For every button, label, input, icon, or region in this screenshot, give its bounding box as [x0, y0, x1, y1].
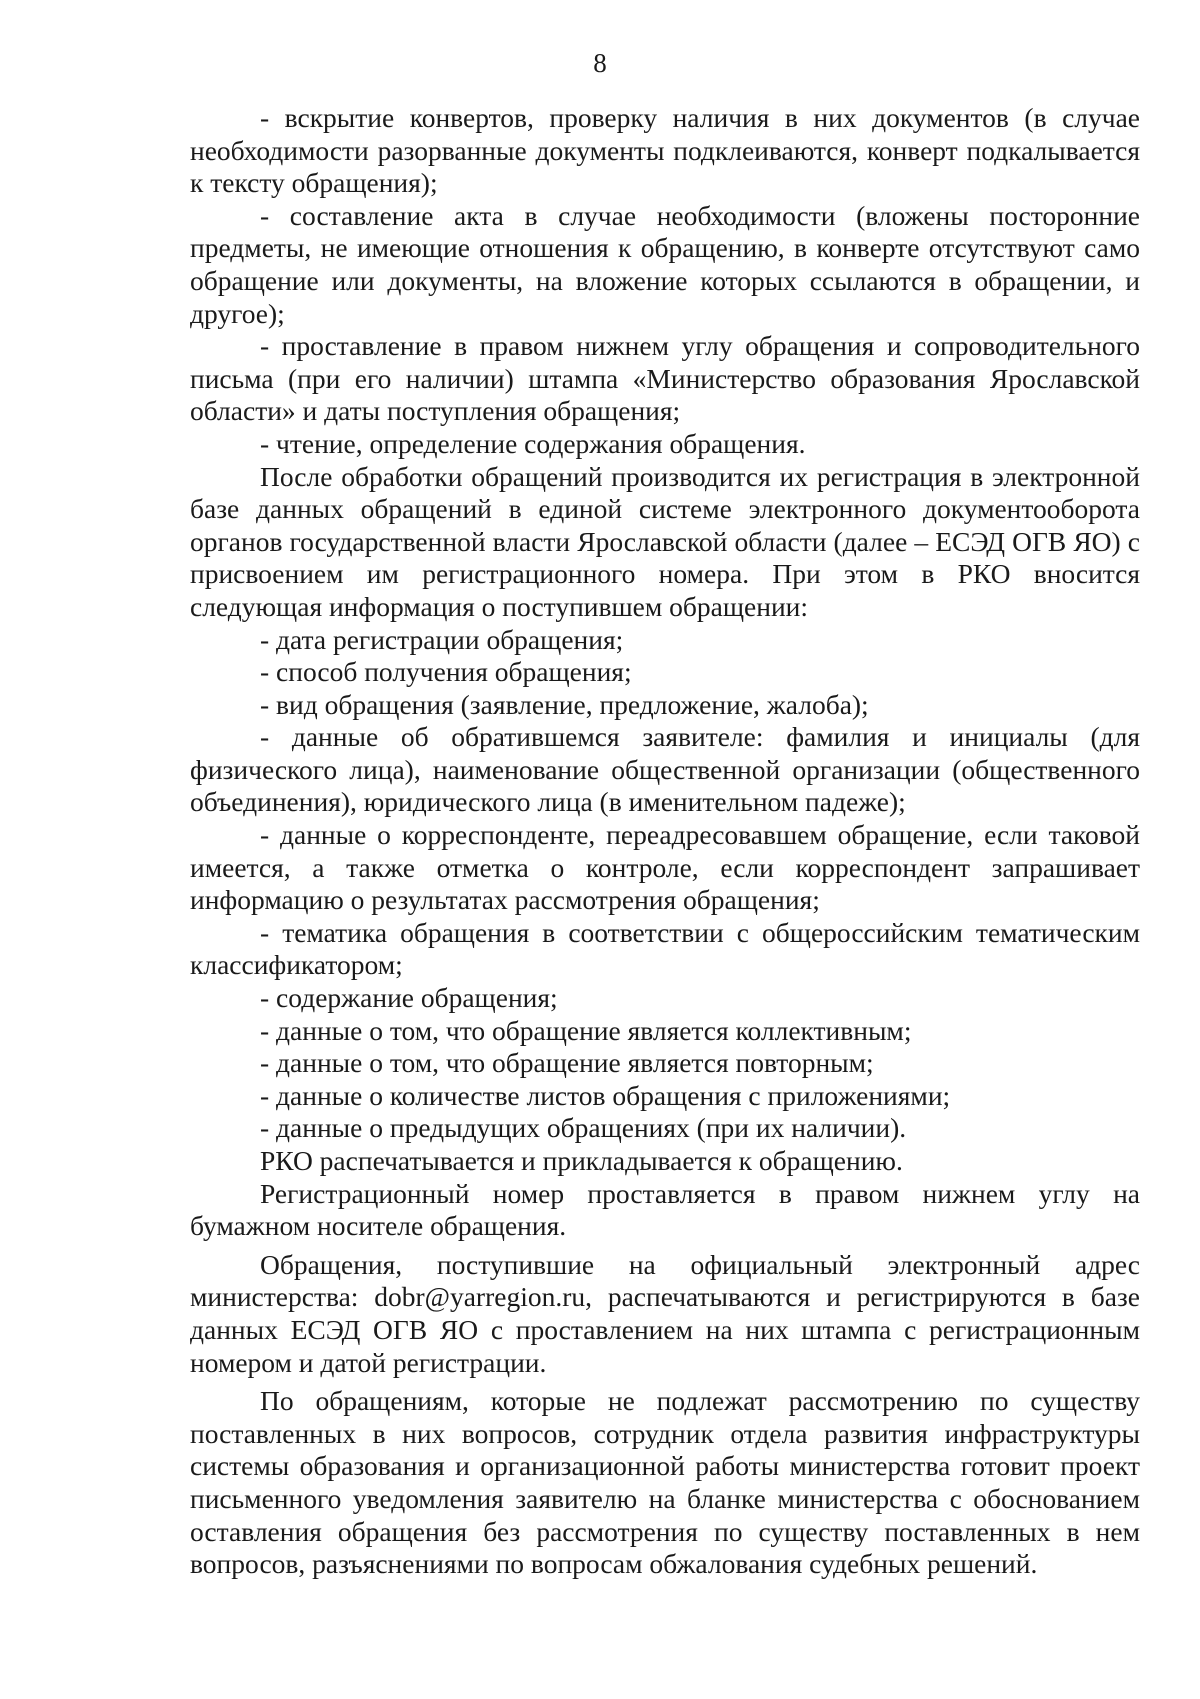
list-item-repeated: - данные о том, что обращение является повторным; [260, 1047, 874, 1079]
list-item-receipt-method: - способ получения обращения; [260, 656, 632, 688]
paragraph-registration-number: Регистрационный номер проставляется в правом нижнем углу на бумажном носителе обращения. [190, 1177, 1140, 1242]
list-item-applicant-data: - данные об обратившемся заявителе: фамилия и инициалы (для физического лица), наименование общественной организации (общественного объединения), юридического лица (в именительном падеже); [190, 721, 1140, 818]
list-item-topic: - тематика обращения в соответствии с общероссийским тематическим классификатором; [190, 916, 1140, 981]
paragraph-email-appeals: Обращения, поступившие на официальный электронный адрес министерства: dobr@yarregion.ru, распечатываются и регистрируются в базе данных ЕСЭД ОГВ ЯО с проставлением на них штампа с регистрационным номером и датой регистрации. [190, 1248, 1140, 1378]
list-item-sheet-count: - данные о количестве листов обращения с приложениями; [260, 1079, 951, 1111]
list-item-previous-appeals: - данные о предыдущих обращениях (при их наличии). [260, 1112, 907, 1144]
paragraph-unreviewed-appeals: По обращениям, которые не подлежат рассмотрению по существу поставленных в них вопросов, сотрудник отдела развития инфраструктуры системы образования и организационной работы министерства готовит проект письменного уведомления заявителю на бланке министерства с обоснованием оставления обращения без рассмотрения по существу поставленных в нем вопросов, разъяснениями по вопросам обжалования судебных решений. [190, 1385, 1140, 1580]
paragraph-rko-print: РКО распечатывается и прикладывается к обращению. [260, 1145, 903, 1176]
paragraph-reading: - чтение, определение содержания обращения. [260, 427, 806, 459]
list-item-registration-date: - дата регистрации обращения; [260, 623, 624, 655]
paragraph-compose-act: - составление акта в случае необходимости (вложены посторонние предметы, не имеющие отношения к обращению, в конверте отсутствуют само обращение или документы, на вложение которых ссылаются в обращении, и другое); [190, 199, 1140, 329]
page-number: 8 [593, 48, 607, 78]
paragraph-open-envelopes: - вскрытие конвертов, проверку наличия в них документов (в случае необходимости разорванные документы подклеиваются, конверт подкалывается к тексту обращения); [190, 102, 1140, 199]
document-body [190, 102, 1140, 1581]
list-item-correspondent-data: - данные о корреспонденте, переадресовавшем обращение, если таковой имеется, а также отметка о контроле, если корреспондент запрашивает информацию о результатах рассмотрения обращения; [190, 819, 1140, 916]
list-item-collective: - данные о том, что обращение является коллективным; [260, 1014, 912, 1046]
list-item-appeal-type: - вид обращения (заявление, предложение, жалоба); [260, 688, 869, 720]
paragraph-stamp: - проставление в правом нижнем углу обращения и сопроводительного письма (при его наличии) штампа «Министерство образования Ярославской области» и даты поступления обращения; [190, 330, 1140, 427]
list-item-content: - содержание обращения; [260, 982, 558, 1014]
paragraph-registration: После обработки обращений производится их регистрация в электронной базе данных обращений в единой системе электронного документооборота органов государственной власти Ярославской области (далее – ЕСЭД ОГВ ЯО) с присвоением им регистрационного номера. При этом в РКО вносится следующая информация о поступившем обращении: [190, 460, 1140, 622]
